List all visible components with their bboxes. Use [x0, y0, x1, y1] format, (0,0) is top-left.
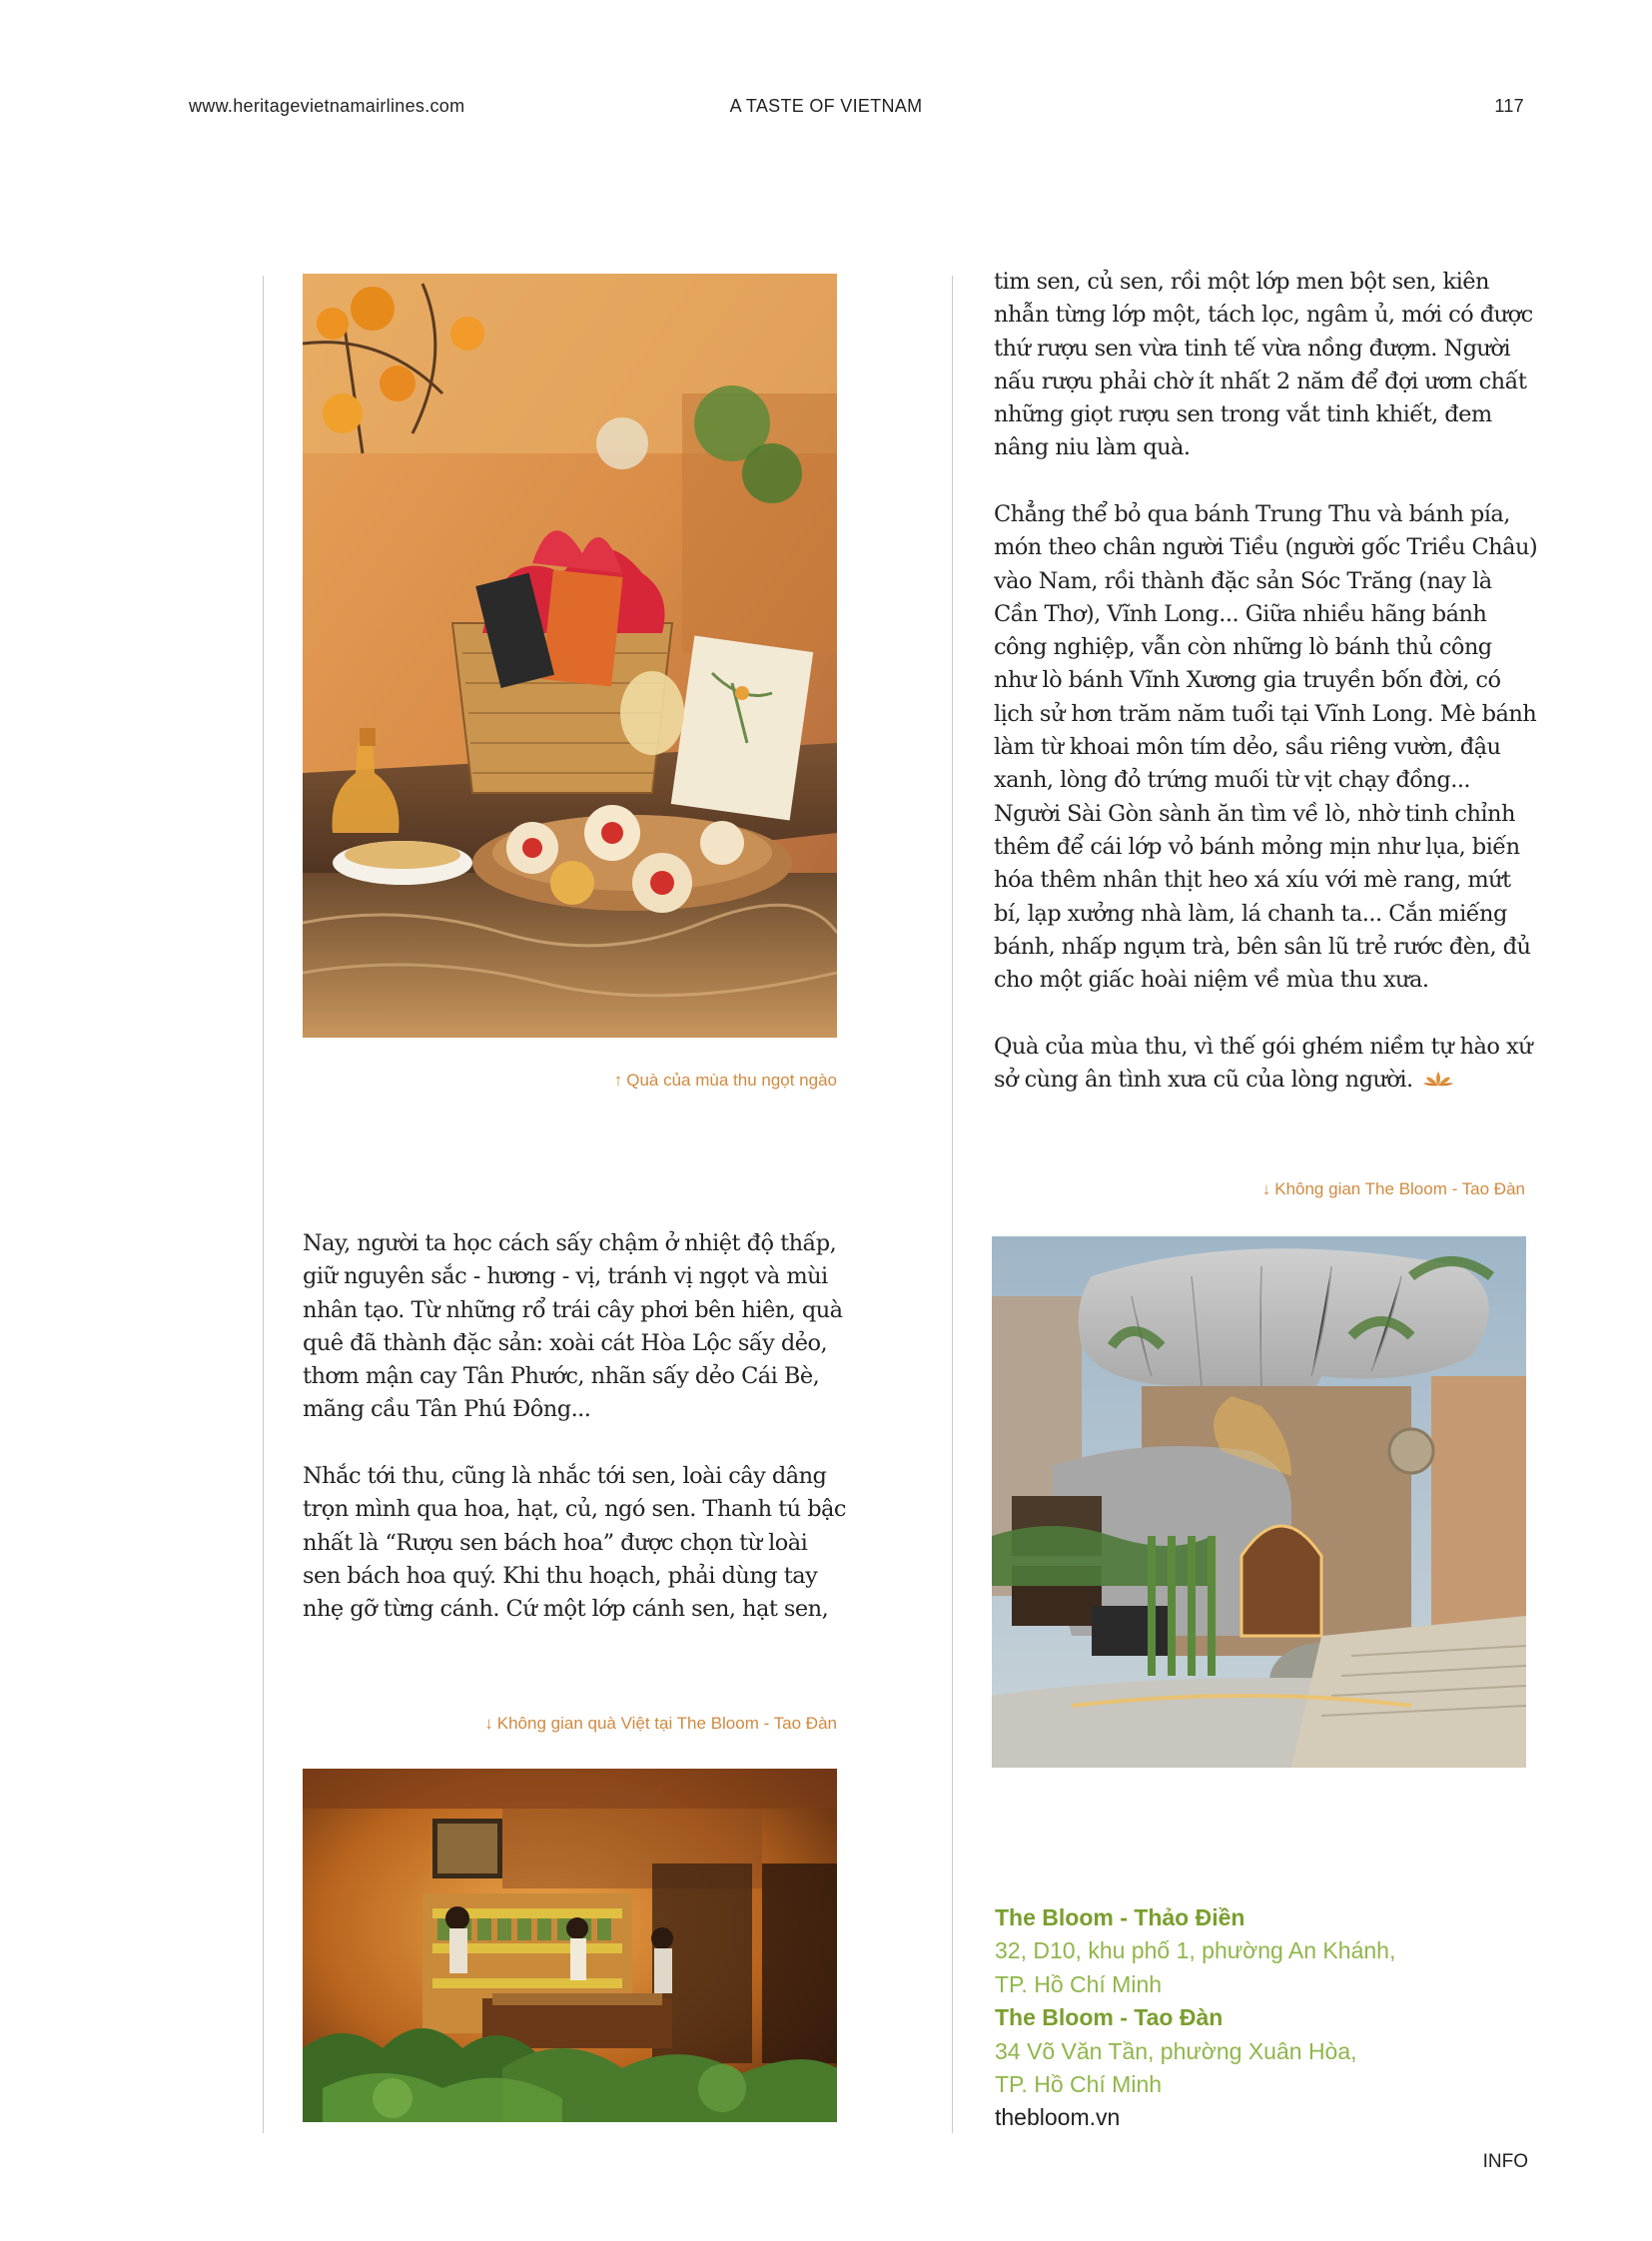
- caption-gift-basket: ↑ Quà của mùa thu ngọt ngào: [613, 1071, 837, 1090]
- arrow-down-icon: ↓: [484, 1714, 493, 1733]
- info-section-tag: INFO: [1482, 2151, 1528, 2172]
- center-column-rule: [952, 276, 953, 2133]
- page-number: 117: [1494, 96, 1524, 116]
- location-2-address-line2: TP. Hồ Chí Minh: [995, 2071, 1163, 2098]
- bloom-building-photo: [992, 1236, 1526, 1768]
- gift-shop-photo: [303, 1769, 837, 2122]
- bloom-website-link[interactable]: thebloom.vn: [995, 2104, 1121, 2131]
- location-1-address-line2: TP. Hồ Chí Minh: [995, 1970, 1163, 1997]
- article-paragraph-4: Nay, người ta học cách sấy chậm ở nhiệt độ thấp, giữ nguyên sắc - hương - vị, tránh vị ngọt và mùi nhân tạo. Từ những rổ trái cây phơi bên hiên, quà quê đã thành đặc sản: xoài cát Hòa Lộc sấy dẻo, thơm mận cay Tân Phước, nhãn sấy dẻo Cái Bè, mãng cầu Tân Phú Đông...: [303, 1230, 843, 1423]
- article-paragraph-5: Nhắc tới thu, cũng là nhắc tới sen, loài cây dâng trọn mình qua hoa, hạt, củ, ngó sen. Thanh tú bậc nhất là “Rượu sen bách hoa” được chọn từ loài sen bách hoa quý. Khi thu hoạch, phải dùng tay nhẹ gỡ từng cánh. Cứ một lớp cánh sen, hạt sen,: [303, 1463, 846, 1623]
- gift-basket-photo: [303, 274, 837, 1038]
- location-2-name: The Bloom - Tao Đàn: [995, 2004, 1224, 2031]
- location-1-address-line1: 32, D10, khu phố 1, phường An Khánh,: [995, 1937, 1396, 1964]
- article-paragraph-1: tim sen, củ sen, rồi một lớp men bột sen, kiên nhẫn từng lớp một, tách lọc, ngâm ủ, mới có được thứ rượu sen vừa tinh tế vừa nồng đượm. Người nấu rượu phải chờ ít nhất 2 năm để đợi ươm chất những giọt rượu sen trong vắt tinh khiết, đem nâng niu làm quà.: [994, 269, 1533, 461]
- location-1-name: The Bloom - Thảo Điền: [995, 1904, 1245, 1930]
- arrow-down-icon: ↓: [1261, 1179, 1271, 1198]
- left-column-rule: [263, 276, 264, 2133]
- caption-gift-shop: ↓ Không gian quà Việt tại The Bloom - Tao Đàn: [484, 1714, 837, 1733]
- info-block: [995, 1901, 1554, 2135]
- article-paragraph-2: Chẳng thể bỏ qua bánh Trung Thu và bánh pía, món theo chân người Tiều (người gốc Triều Châu) vào Nam, rồi thành đặc sản Sóc Trăng (nay là Cần Thơ), Vĩnh Long... Giữa nhiều hãng bánh công nghiệp, vẫn còn những lò bánh thủ công như lò bánh Vĩnh Xương gia truyền bốn đời, có lịch sử hơn trăm năm tuổi tại Vĩnh Long. Mè bánh làm từ khoai môn tím dẻo, sầu riêng vườn, đậu xanh, lòng đỏ trứng muối từ vịt chạy đồng... Người Sài Gòn sành ăn tìm về lò, nhờ tinh chỉnh thêm để cái lớp vỏ bánh mỏng mịn như lụa, biến hóa thêm nhân thịt heo xá xíu với mè rang, mứt bí, lạp xưởng nhà làm, lá chanh ta... Cắn miếng bánh, nhấp ngụm trà, bên sân lũ trẻ rước đèn, đủ cho một giấc hoài niệm về mùa thu xưa.: [994, 501, 1538, 994]
- header-section-title: A TASTE OF VIETNAM: [729, 96, 923, 116]
- arrow-up-icon: ↑: [613, 1071, 623, 1090]
- lotus-icon: [1423, 1065, 1453, 1098]
- article-paragraph-3: Quà của mùa thu, vì thế gói ghém niềm tự hào xứ sở cùng ân tình xưa cũ của lòng người.: [994, 1031, 1538, 1098]
- location-2-address-line1: 34 Võ Văn Tần, phường Xuân Hòa,: [995, 2037, 1357, 2064]
- header-website[interactable]: www.heritagevietnamairlines.com: [189, 96, 465, 116]
- caption-bloom-space: ↓ Không gian The Bloom - Tao Đàn: [1261, 1179, 1525, 1198]
